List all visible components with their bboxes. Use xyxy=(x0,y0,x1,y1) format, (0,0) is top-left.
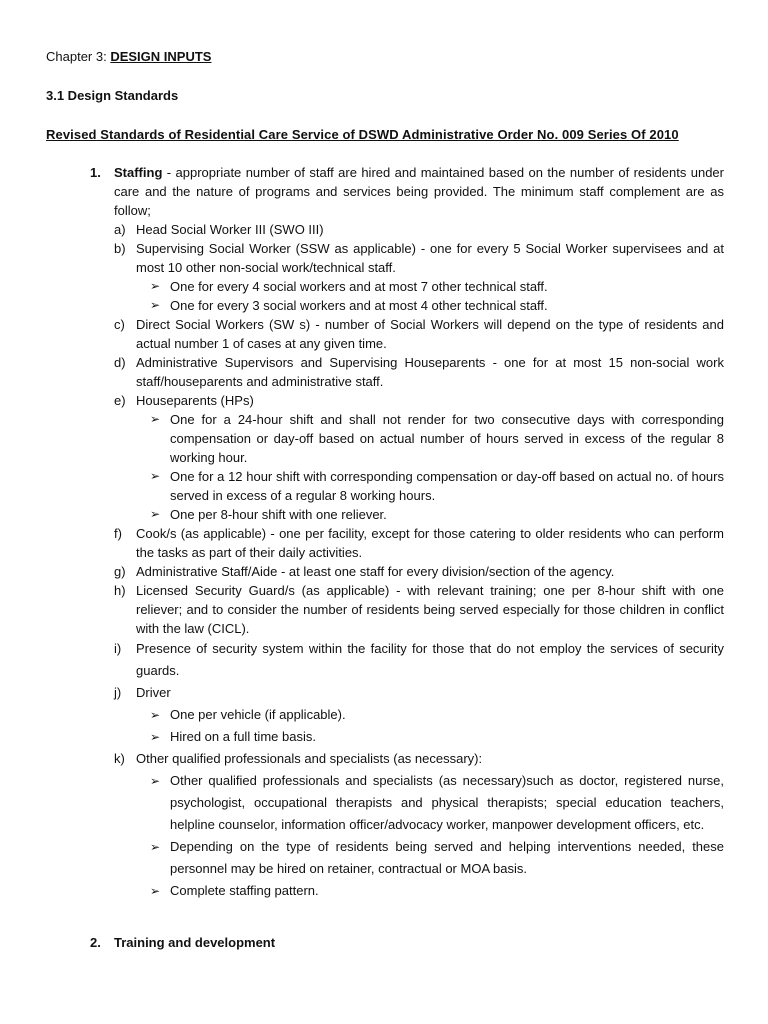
arrow-bullet-icon: ➢ xyxy=(150,469,161,483)
bullet-item xyxy=(114,726,724,748)
sub-label: b) xyxy=(114,241,126,256)
sub-text: Head Social Worker III (SWO III) xyxy=(136,222,324,237)
sub-text: Other qualified professionals and specialists (as necessary): xyxy=(136,751,483,766)
arrow-bullet-icon: ➢ xyxy=(150,298,161,312)
sub-label: a) xyxy=(114,222,126,237)
sub-item-i xyxy=(114,638,724,682)
sub-item-d xyxy=(114,353,724,391)
sub-label: f) xyxy=(114,526,122,541)
bullet-item xyxy=(114,836,724,880)
arrow-bullet-icon: ➢ xyxy=(150,412,161,426)
arrow-bullet-icon: ➢ xyxy=(150,708,161,722)
arrow-bullet-icon: ➢ xyxy=(150,730,161,744)
bullet-item xyxy=(114,704,724,726)
sub-text: Direct Social Workers (SW s) - number of Social Workers will depend on the type of residents and actual number 1 of cases at any given time. xyxy=(136,317,724,351)
bullet-text: One for a 12 hour shift with corresponding compensation or day-off based on actual no. of hours served in excess of a regular 8 working hours. xyxy=(170,469,724,503)
bullet-text: One for a 24-hour shift and shall not render for two consecutive days with corresponding compensation or day-off based on actual number of hours served in excess of the regular 8 working hour. xyxy=(170,412,724,465)
bullet-item xyxy=(114,410,724,467)
bullet-text: One for every 4 social workers and at most 7 other technical staff. xyxy=(170,279,548,294)
sub-label: j) xyxy=(114,685,122,700)
sub-list xyxy=(114,220,724,902)
sub-label: c) xyxy=(114,317,125,332)
item-text: - appropriate number of staff are hired and maintained based on the number of residents under care and the nature of programs and services being provided. The minimum staff complement are as follow; xyxy=(114,165,724,218)
section-heading: 3.1 Design Standards xyxy=(46,88,179,103)
sub-item-h xyxy=(114,581,724,638)
arrow-bullet-icon: ➢ xyxy=(150,279,161,293)
bullet-item xyxy=(114,277,724,296)
item-number: 2. xyxy=(90,935,101,950)
item-body xyxy=(114,163,724,220)
chapter-prefix: Chapter 3: xyxy=(46,49,107,64)
sub-label: h) xyxy=(114,583,126,598)
bullet-text: One per vehicle (if applicable). xyxy=(170,707,346,722)
bullet-item xyxy=(114,467,724,505)
sub-label: e) xyxy=(114,393,126,408)
list-item-training xyxy=(90,933,275,952)
item-number: 1. xyxy=(90,165,101,180)
bullet-text: Depending on the type of residents being served and helping interventions needed, these personnel may be hired on retainer, contractual or MOA basis. xyxy=(170,839,724,876)
document-title: Revised Standards of Residential Care Service of DSWD Administrative Order No. 009 Series Of 2010 xyxy=(46,127,679,142)
sub-label: k) xyxy=(114,751,125,766)
sub-item-f xyxy=(114,524,724,562)
arrow-bullet-icon: ➢ xyxy=(150,840,161,854)
sub-item-b xyxy=(114,239,724,277)
bullet-item xyxy=(114,505,724,524)
main-list xyxy=(90,163,724,902)
sub-text: Administrative Staff/Aide - at least one staff for every division/section of the agency. xyxy=(136,564,615,579)
chapter-heading xyxy=(46,47,211,66)
chapter-title: DESIGN INPUTS xyxy=(110,49,212,64)
sub-text: Houseparents (HPs) xyxy=(136,393,254,408)
arrow-bullet-icon: ➢ xyxy=(150,507,161,521)
sub-text: Administrative Supervisors and Supervising Houseparents - one for at most 15 non-social work staff/houseparents and administrative staff. xyxy=(136,355,724,389)
bullet-text: Hired on a full time basis. xyxy=(170,729,316,744)
item-term: Staffing xyxy=(114,165,163,180)
sub-text: Licensed Security Guard/s (as applicable) - with relevant training; one per 8-hour shift with one reliever; and to consider the number of residents being served especially for those children in conflict with the law (CICL). xyxy=(136,583,724,636)
bullet-text: One per 8-hour shift with one reliever. xyxy=(170,507,387,522)
sub-text: Cook/s (as applicable) - one per facility, except for those catering to older residents who can perform the tasks as part of their daily activities. xyxy=(136,526,724,560)
sub-label: g) xyxy=(114,564,126,579)
sub-item-e xyxy=(114,391,724,410)
sub-item-c xyxy=(114,315,724,353)
bullet-text: Complete staffing pattern. xyxy=(170,883,319,898)
sub-label: i) xyxy=(114,641,122,656)
sub-item-a xyxy=(114,220,724,239)
sub-item-j xyxy=(114,682,724,704)
sub-text: Driver xyxy=(136,685,171,700)
sub-label: d) xyxy=(114,355,126,370)
bullet-item xyxy=(114,880,724,902)
bullet-item xyxy=(114,770,724,836)
item-title: Training and development xyxy=(114,935,276,950)
list-item-staffing xyxy=(90,163,724,902)
bullet-text: Other qualified professionals and specialists (as necessary)such as doctor, registered nurse, psychologist, occupational therapists and physical therapists; special education teachers, helpline counselor, information officer/advocacy worker, manpower development officers, etc. xyxy=(170,773,724,832)
arrow-bullet-icon: ➢ xyxy=(150,774,161,788)
arrow-bullet-icon: ➢ xyxy=(150,884,161,898)
sub-text: Supervising Social Worker (SSW as applicable) - one for every 5 Social Worker supervisees and at most 10 other non-social work/technical staff. xyxy=(136,241,724,275)
sub-text: Presence of security system within the facility for those that do not employ the services of security guards. xyxy=(136,641,724,678)
sub-item-g xyxy=(114,562,724,581)
bullet-item xyxy=(114,296,724,315)
sub-item-k xyxy=(114,748,724,770)
bullet-text: One for every 3 social workers and at most 4 other technical staff. xyxy=(170,298,548,313)
